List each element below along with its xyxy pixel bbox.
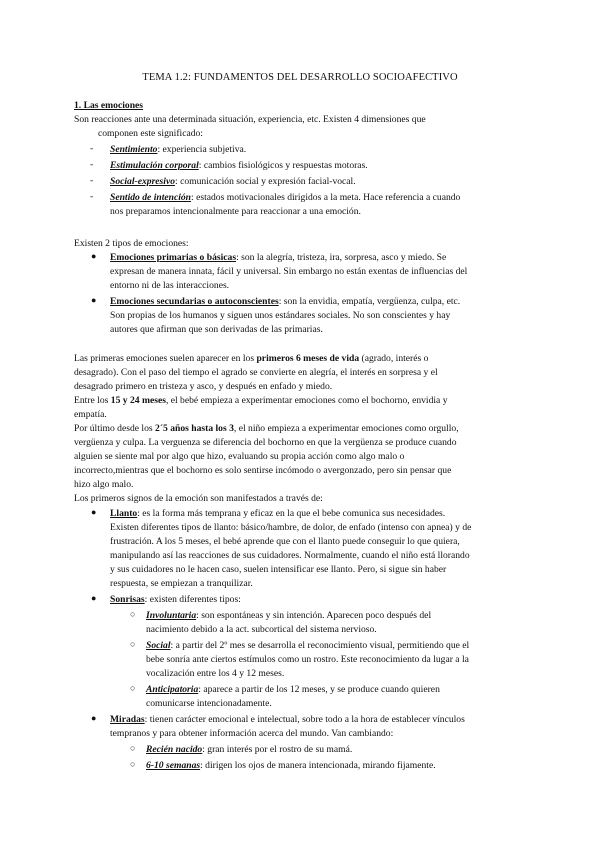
list-item: Emociones primarias o básicas: son la alegría, tristeza, ira, sorpresa, asco y miedo. Se xyxy=(110,252,447,263)
dash-bullet: - xyxy=(90,191,94,202)
dot-bullet: ● xyxy=(91,593,97,603)
list-item: Miradas: tienen carácter emocional e intelectual, sobre todo a la hora de establecer vínculos xyxy=(110,714,465,725)
section-heading: 1. Las emociones xyxy=(74,100,144,111)
list-item: Emociones secundarias o autoconscientes: son la envidia, empatía, vergüenza, culpa, etc. xyxy=(110,296,461,307)
list-item: Sentido de intención: estados motivacionales dirigidos a la meta. Hace referencia a cuando xyxy=(110,192,461,203)
list-item: Sentimiento: experiencia subjetiva. xyxy=(110,144,247,155)
list-item: Llanto: es la forma más temprana y eficaz en la que el bebe comunica sus necesidades. xyxy=(110,508,446,519)
paragraph-line: vergüenza y culpa. La verguenza se diferencia del bochorno en que la vergüenza se produce cuando xyxy=(74,437,457,448)
paragraph-line: Por último desde los 2´5 años hasta los 3, el niño empieza a experimentar emociones como orgullo, xyxy=(74,423,459,434)
list-item-cont: manipulando así las reacciones de sus cuidadores. Normalmente, cuando el niño está llorando xyxy=(110,550,470,561)
sub-list-item: Recién nacido: gran interés por el rostro de su mamá. xyxy=(146,744,353,755)
list-item: Sonrisas: existen diferentes tipos: xyxy=(110,594,241,605)
sub-list-item-cont: vocalización entre los 4 y 12 meses. xyxy=(146,668,285,679)
paragraph-line: hizo algo malo. xyxy=(74,479,134,490)
paragraph-line: desagrado). Con el paso del tiempo el agrado se convierte en alegría, el interés en sorpresa y el xyxy=(74,367,438,378)
list-item: Estimulación corporal: cambios fisiológicos y respuestas motoras. xyxy=(110,160,368,171)
intro-line: componen este significado: xyxy=(98,128,203,139)
sub-list-item: Anticipatoria: aparece a partir de los 12 meses, y se produce cuando quieren xyxy=(146,684,440,695)
sub-list-item: Involuntaria: son espontáneas y sin intención. Aparecen poco después del xyxy=(146,610,432,621)
circle-bullet: ○ xyxy=(130,609,136,619)
paragraph-line: Entre los 15 y 24 meses, el bebé empieza a experimentar emociones como el bochorno, envidia y xyxy=(74,395,448,406)
dash-bullet: - xyxy=(90,175,94,186)
list-item-cont: nos preparamos intencionalmente para reaccionar a una emoción. xyxy=(110,206,361,217)
dash-bullet: - xyxy=(90,143,94,154)
sub-list-item: Social: a partir del 2º mes se desarrolla el reconocimiento visual, permitiendo que el xyxy=(146,640,470,651)
dot-bullet: ● xyxy=(91,507,97,517)
paragraph-line: desagrado primero en tristeza y asco, y después en enfado y miedo. xyxy=(74,381,333,392)
circle-bullet: ○ xyxy=(130,759,136,769)
list-item-cont: autores que afirman que son derivadas de las primarias. xyxy=(110,324,323,335)
list-item-cont: entorno ni de las interacciones. xyxy=(110,280,230,291)
sub-list-item-cont: nacimiento debido a la act. subcortical del sistema nervioso. xyxy=(146,624,377,635)
list-item-cont: Existen diferentes tipos de llanto: básico/hambre, de dolor, de enfado (intenso con apnea) y de xyxy=(110,522,472,533)
paragraph-line: Las primeras emociones suelen aparecer en los primeros 6 meses de vida (agrado, interés o xyxy=(74,353,429,364)
list-item: Social-expresivo: comunicación social y expresión facial-vocal. xyxy=(110,176,356,187)
list-item-cont: y sus cuidadores no le hacen caso, suelen intensificar ese llanto. Pero, si sigue sin haber xyxy=(110,564,447,575)
dot-bullet: ● xyxy=(91,713,97,723)
sub-list-item: 6-10 semanas: dirigen los ojos de manera intencionada, mirando fijamente. xyxy=(146,760,436,771)
paragraph-line: empatía. xyxy=(74,409,107,420)
sub-list-item-cont: bebe sonría ante ciertos estímulos como un rostro. Este reconocimiento da lugar a la xyxy=(146,654,469,665)
list-item-cont: frustración. A los 5 meses, el bebé aprende que con el llanto puede conseguir lo que quiera, xyxy=(110,536,460,547)
list-item-cont: expresan de manera innata, fácil y universal. Sin embargo no están exentas de influencias del xyxy=(110,266,468,277)
list-item-cont: respuesta, se empiezan a tranquilizar. xyxy=(110,578,253,589)
intro-line: Son reacciones ante una determinada situación, experiencia, etc. Existen 4 dimensiones que xyxy=(74,114,426,125)
circle-bullet: ○ xyxy=(130,683,136,693)
sub-list-item-cont: comunicarse intencionadamente. xyxy=(146,698,272,709)
dot-bullet: ● xyxy=(91,251,97,261)
list-item-cont: Son propias de los humanos y siguen unos estándares sociales. No son conscientes y hay xyxy=(110,310,451,321)
paragraph-line: alguien se siente mal por algo que hizo, evaluando su propia acción como algo malo o xyxy=(74,451,405,462)
paragraph-line: incorrecto,mientras que el bochorno es solo sentirse incómodo o avergonzado, pero sin pensar que xyxy=(74,465,452,476)
dash-bullet: - xyxy=(90,159,94,170)
document-title: TEMA 1.2: FUNDAMENTOS DEL DESARROLLO SOCIOAFECTIVO xyxy=(142,72,458,83)
dot-bullet: ● xyxy=(91,295,97,305)
paragraph-line: Los primeros signos de la emoción son manifestados a través de: xyxy=(74,493,323,504)
circle-bullet: ○ xyxy=(130,743,136,753)
circle-bullet: ○ xyxy=(130,639,136,649)
types-intro: Existen 2 tipos de emociones: xyxy=(74,238,189,249)
list-item-cont: tempranos y para obtener información acerca del mundo. Van cambiando: xyxy=(110,728,394,739)
